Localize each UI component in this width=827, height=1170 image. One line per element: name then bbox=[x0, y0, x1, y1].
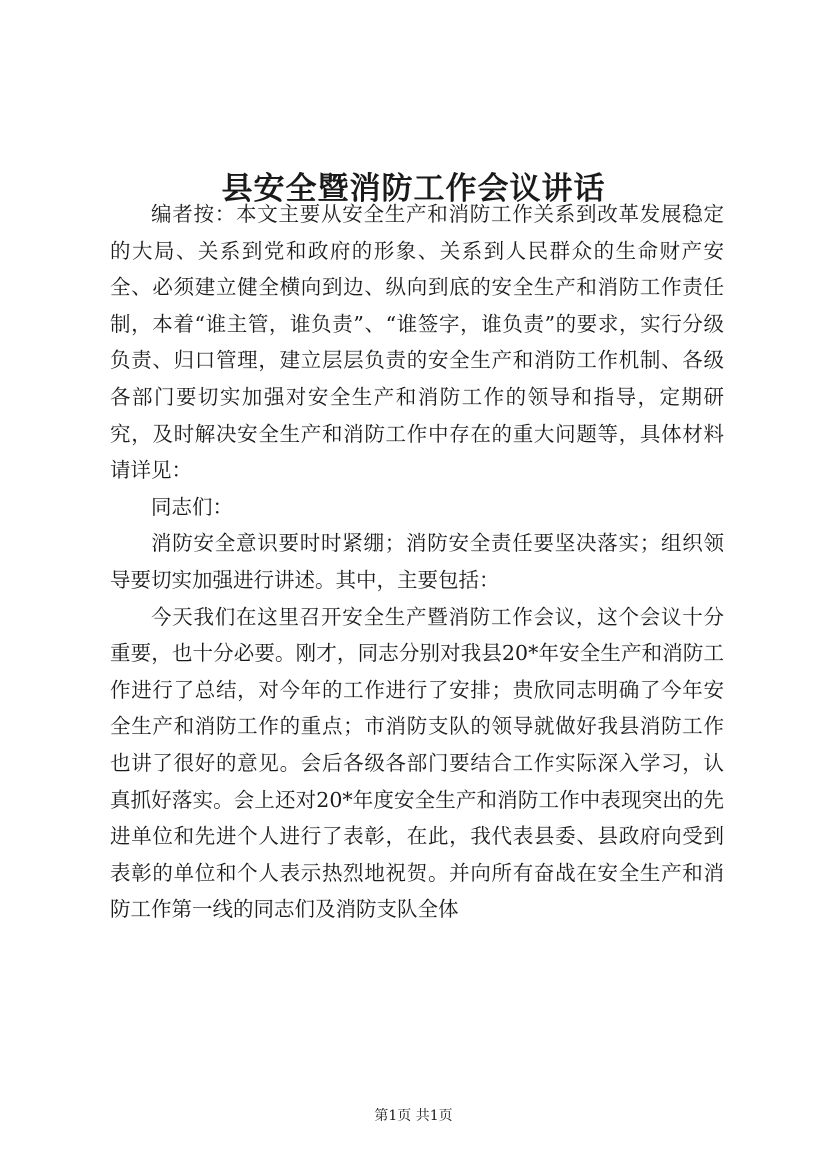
speech-paragraph: 今天我们在这里召开安全生产暨消防工作会议，这个会议十分重要，也十分必要。刚才，同志分别对我县20*年安全生产和消防工作进行了总结，对今年的工作进行了安排；贵欣同志明确了今年安全生产和消防工作的重点；市消防支队的领导就做好我县消防工作也讲了很好的意见。会后各级各部门要结合工作实际深入学习，认真抓好落实。会上还对20*年度安全生产和消防工作中表现突出的先进单位和先进个人进行了表彰，在此，我代表县委、县政府向受到表彰的单位和个人表示热烈地祝贺。并向所有奋战在安全生产和消防工作第一线的同志们及消防支队全体 bbox=[110, 604, 724, 922]
editor-note-paragraph: 编者按：本文主要从安全生产和消防工作关系到改革发展稳定的大局、关系到党和政府的形象、关系到人民群众的生命财产安全、必须建立健全横向到边、纵向到底的安全生产和消防工作责任制，本着“谁主管，谁负责”、“谁签字，谁负责”的要求，实行分级负责、归口管理，建立层层负责的安全生产和消防工作机制、各级各部门要切实加强对安全生产和消防工作的领导和指导，定期研究，及时解决安全生产和消防工作中存在的重大问题等，具体材料请详见： bbox=[110, 202, 724, 483]
summary-paragraph: 消防安全意识要时时紧绷；消防安全责任要坚决落实；组织领导要切实加强进行讲述。其中，主要包括： bbox=[110, 531, 724, 592]
document-body bbox=[110, 196, 724, 928]
document-title: 县安全暨消防工作会议讲话 bbox=[221, 170, 606, 207]
page-footer: 第1页 共1页 bbox=[374, 1108, 453, 1124]
salutation-paragraph: 同志们： bbox=[151, 494, 233, 519]
